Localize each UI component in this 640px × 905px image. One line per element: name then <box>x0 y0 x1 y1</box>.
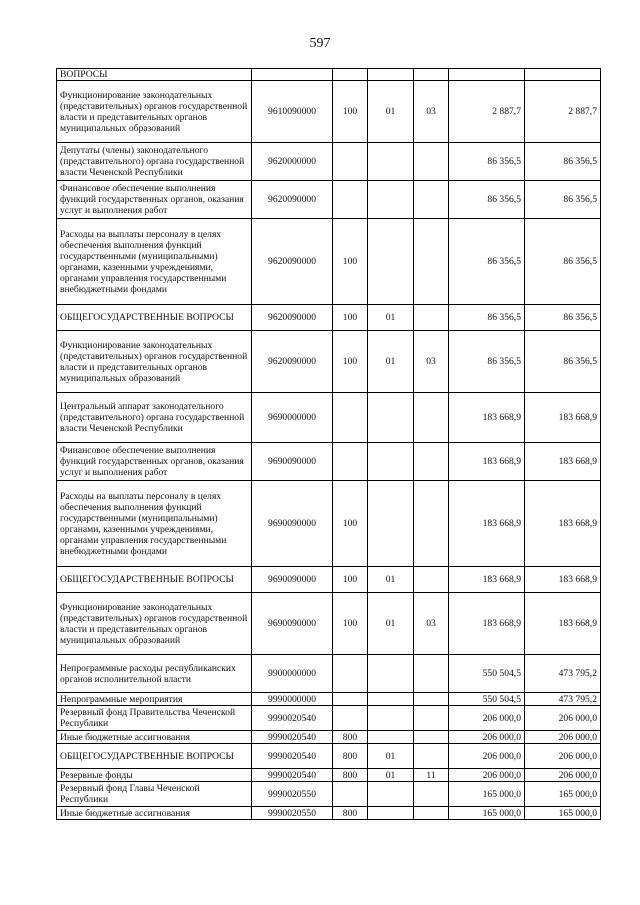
row-section-cell <box>368 706 414 731</box>
row-sum-year1-cell: 165 000,0 <box>449 807 525 820</box>
row-sum-year2-cell: 183 668,9 <box>525 393 601 443</box>
row-section-cell: 01 <box>368 593 414 655</box>
row-subsection-cell <box>414 181 449 219</box>
row-expense-type-cell: 800 <box>333 731 368 744</box>
row-subsection-cell: 03 <box>414 81 449 143</box>
table-row <box>57 181 601 219</box>
row-name-cell: ОБЩЕГОСУДАРСТВЕННЫЕ ВОПРОСЫ <box>57 567 252 593</box>
row-subsection-cell <box>414 393 449 443</box>
row-expense-type-cell <box>333 69 368 81</box>
row-subsection-cell <box>414 655 449 693</box>
row-sum-year1-cell: 183 668,9 <box>449 393 525 443</box>
page-number: 597 <box>309 36 331 51</box>
row-sum-year2-cell: 206 000,0 <box>525 706 601 731</box>
row-name-cell: Функционирование законодательных (представительных) органов государственной власти и представительных органов муниципальных образований <box>57 331 252 393</box>
row-sum-year2-cell: 165 000,0 <box>525 782 601 807</box>
row-subsection-cell: 03 <box>414 331 449 393</box>
row-sum-year1-cell: 86 356,5 <box>449 143 525 181</box>
row-sum-year1-cell: 183 668,9 <box>449 593 525 655</box>
table-row <box>57 807 601 820</box>
row-name-cell: ОБЩЕГОСУДАРСТВЕННЫЕ ВОПРОСЫ <box>57 305 252 331</box>
budget-table <box>56 68 601 820</box>
row-code-cell: 9990020540 <box>252 769 333 782</box>
row-sum-year2-cell: 206 000,0 <box>525 769 601 782</box>
row-expense-type-cell: 800 <box>333 744 368 769</box>
table-row <box>57 744 601 769</box>
row-subsection-cell <box>414 219 449 305</box>
row-sum-year2-cell: 86 356,5 <box>525 305 601 331</box>
row-sum-year1-cell: 183 668,9 <box>449 567 525 593</box>
row-sum-year1-cell: 86 356,5 <box>449 331 525 393</box>
row-section-cell <box>368 69 414 81</box>
row-subsection-cell <box>414 744 449 769</box>
row-name-cell: Расходы на выплаты персоналу в целях обеспечения выполнения функций государственными (муниципальными) органами, казенными учреждениями, органами управления государственными внебюджетными фондами <box>57 219 252 305</box>
row-sum-year1-cell: 2 887,7 <box>449 81 525 143</box>
row-subsection-cell <box>414 731 449 744</box>
row-code-cell: 9620090000 <box>252 219 333 305</box>
row-sum-year1-cell: 183 668,9 <box>449 481 525 567</box>
row-sum-year2-cell: 2 887,7 <box>525 81 601 143</box>
row-subsection-cell: 11 <box>414 769 449 782</box>
row-section-cell <box>368 655 414 693</box>
row-expense-type-cell: 100 <box>333 593 368 655</box>
budget-table-body <box>57 69 601 820</box>
table-row <box>57 782 601 807</box>
row-name-cell: Иные бюджетные ассигнования <box>57 731 252 744</box>
row-sum-year2-cell: 86 356,5 <box>525 181 601 219</box>
row-section-cell: 01 <box>368 305 414 331</box>
row-expense-type-cell <box>333 706 368 731</box>
row-name-cell: Резервный фонд Главы Чеченской Республики <box>57 782 252 807</box>
row-expense-type-cell: 100 <box>333 567 368 593</box>
row-expense-type-cell: 100 <box>333 331 368 393</box>
row-expense-type-cell <box>333 181 368 219</box>
row-sum-year2-cell: 86 356,5 <box>525 331 601 393</box>
row-sum-year1-cell: 183 668,9 <box>449 443 525 481</box>
row-subsection-cell <box>414 807 449 820</box>
table-row <box>57 567 601 593</box>
row-code-cell: 9990020550 <box>252 807 333 820</box>
row-name-cell: Непрограммные мероприятия <box>57 693 252 706</box>
row-code-cell: 9900000000 <box>252 655 333 693</box>
table-row <box>57 393 601 443</box>
row-name-cell: Резервные фонды <box>57 769 252 782</box>
row-section-cell <box>368 219 414 305</box>
table-row <box>57 331 601 393</box>
table-row <box>57 143 601 181</box>
row-code-cell: 9690090000 <box>252 593 333 655</box>
table-row <box>57 69 601 81</box>
row-subsection-cell <box>414 143 449 181</box>
row-subsection-cell: 03 <box>414 593 449 655</box>
row-expense-type-cell: 100 <box>333 305 368 331</box>
row-name-cell: Финансовое обеспечение выполнения функций государственных органов, оказания услуг и выполнения работ <box>57 443 252 481</box>
row-section-cell <box>368 143 414 181</box>
row-sum-year2-cell: 86 356,5 <box>525 219 601 305</box>
row-name-cell: ВОПРОСЫ <box>57 69 252 81</box>
row-sum-year1-cell: 550 504,5 <box>449 693 525 706</box>
row-expense-type-cell: 100 <box>333 481 368 567</box>
row-expense-type-cell <box>333 693 368 706</box>
table-row <box>57 81 601 143</box>
row-code-cell: 9990020550 <box>252 782 333 807</box>
row-sum-year1-cell: 86 356,5 <box>449 181 525 219</box>
table-row <box>57 481 601 567</box>
row-expense-type-cell: 800 <box>333 807 368 820</box>
row-code-cell: 9690090000 <box>252 481 333 567</box>
row-sum-year2-cell: 165 000,0 <box>525 807 601 820</box>
row-code-cell <box>252 69 333 81</box>
row-sum-year2-cell: 183 668,9 <box>525 567 601 593</box>
row-code-cell: 9990020540 <box>252 731 333 744</box>
row-code-cell: 9610090000 <box>252 81 333 143</box>
row-name-cell: Иные бюджетные ассигнования <box>57 807 252 820</box>
row-sum-year1-cell: 206 000,0 <box>449 769 525 782</box>
row-expense-type-cell: 100 <box>333 219 368 305</box>
row-section-cell <box>368 393 414 443</box>
row-code-cell: 9620090000 <box>252 305 333 331</box>
row-name-cell: Функционирование законодательных (представительных) органов государственной власти и представительных органов муниципальных образований <box>57 593 252 655</box>
row-sum-year1-cell: 206 000,0 <box>449 744 525 769</box>
row-name-cell: Центральный аппарат законодательного (представительного) органа государственной власти Чеченской Республики <box>57 393 252 443</box>
row-expense-type-cell <box>333 655 368 693</box>
row-code-cell: 9620000000 <box>252 143 333 181</box>
table-row <box>57 443 601 481</box>
row-code-cell: 9990020540 <box>252 744 333 769</box>
row-expense-type-cell: 800 <box>333 769 368 782</box>
row-section-cell: 01 <box>368 567 414 593</box>
row-subsection-cell <box>414 693 449 706</box>
row-section-cell <box>368 807 414 820</box>
row-section-cell <box>368 443 414 481</box>
row-sum-year2-cell: 206 000,0 <box>525 731 601 744</box>
row-sum-year2-cell: 86 356,5 <box>525 143 601 181</box>
row-sum-year2-cell: 206 000,0 <box>525 744 601 769</box>
table-row <box>57 769 601 782</box>
row-expense-type-cell <box>333 393 368 443</box>
row-subsection-cell <box>414 567 449 593</box>
row-expense-type-cell: 100 <box>333 81 368 143</box>
row-sum-year1-cell: 86 356,5 <box>449 305 525 331</box>
row-name-cell: Депутаты (члены) законодательного (представительного) органа государственной власти Чеченской Республики <box>57 143 252 181</box>
row-expense-type-cell <box>333 443 368 481</box>
row-name-cell: Расходы на выплаты персоналу в целях обеспечения выполнения функций государственными (муниципальными) органами, казенными учреждениями, органами управления государственными внебюджетными фондами <box>57 481 252 567</box>
row-subsection-cell <box>414 481 449 567</box>
row-name-cell: Функционирование законодательных (представительных) органов государственной власти и представительных органов муниципальных образований <box>57 81 252 143</box>
table-row <box>57 655 601 693</box>
row-code-cell: 9690090000 <box>252 443 333 481</box>
row-name-cell: Финансовое обеспечение выполнения функций государственных органов, оказания услуг и выполнения работ <box>57 181 252 219</box>
row-subsection-cell <box>414 305 449 331</box>
row-section-cell <box>368 481 414 567</box>
row-sum-year1-cell: 206 000,0 <box>449 731 525 744</box>
row-sum-year2-cell: 473 795,2 <box>525 655 601 693</box>
row-code-cell: 9990000000 <box>252 693 333 706</box>
row-sum-year1-cell: 550 504,5 <box>449 655 525 693</box>
table-row <box>57 731 601 744</box>
row-expense-type-cell <box>333 143 368 181</box>
row-name-cell: Непрограммные расходы республиканских органов исполнительной власти <box>57 655 252 693</box>
row-subsection-cell <box>414 69 449 81</box>
row-section-cell: 01 <box>368 744 414 769</box>
table-row <box>57 693 601 706</box>
row-subsection-cell <box>414 443 449 481</box>
row-code-cell: 9620090000 <box>252 331 333 393</box>
row-code-cell: 9690000000 <box>252 393 333 443</box>
table-row <box>57 219 601 305</box>
row-sum-year2-cell: 183 668,9 <box>525 481 601 567</box>
row-section-cell: 01 <box>368 81 414 143</box>
row-code-cell: 9990020540 <box>252 706 333 731</box>
table-row <box>57 305 601 331</box>
row-sum-year2-cell: 183 668,9 <box>525 443 601 481</box>
row-sum-year1-cell <box>449 69 525 81</box>
row-section-cell: 01 <box>368 331 414 393</box>
row-code-cell: 9620090000 <box>252 181 333 219</box>
row-sum-year2-cell: 473 795,2 <box>525 693 601 706</box>
row-expense-type-cell <box>333 782 368 807</box>
row-section-cell: 01 <box>368 769 414 782</box>
row-subsection-cell <box>414 706 449 731</box>
row-section-cell <box>368 782 414 807</box>
row-section-cell <box>368 181 414 219</box>
row-subsection-cell <box>414 782 449 807</box>
row-code-cell: 9690090000 <box>252 567 333 593</box>
row-name-cell: Резервный фонд Правительства Чеченской Республики <box>57 706 252 731</box>
row-section-cell <box>368 731 414 744</box>
row-sum-year2-cell: 183 668,9 <box>525 593 601 655</box>
row-section-cell <box>368 693 414 706</box>
row-sum-year1-cell: 86 356,5 <box>449 219 525 305</box>
row-sum-year1-cell: 206 000,0 <box>449 706 525 731</box>
row-sum-year2-cell <box>525 69 601 81</box>
row-sum-year1-cell: 165 000,0 <box>449 782 525 807</box>
table-row <box>57 706 601 731</box>
row-name-cell: ОБЩЕГОСУДАРСТВЕННЫЕ ВОПРОСЫ <box>57 744 252 769</box>
table-row <box>57 593 601 655</box>
